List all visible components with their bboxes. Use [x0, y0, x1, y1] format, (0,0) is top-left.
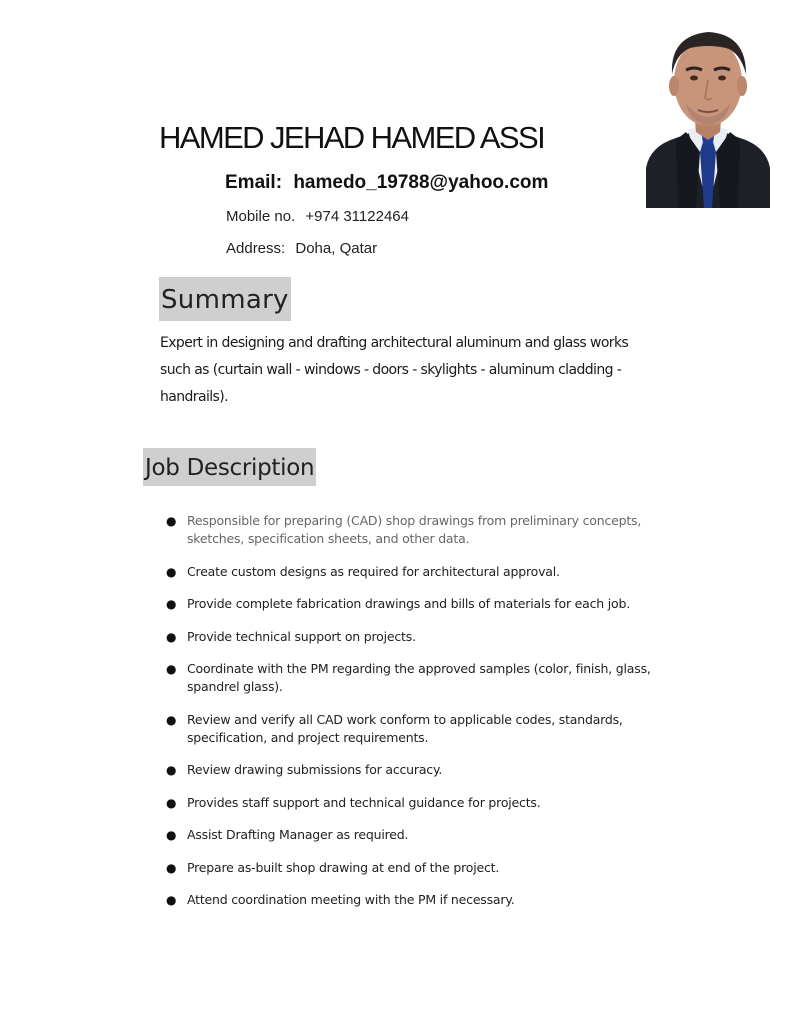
bullet-icon: ●	[166, 629, 177, 644]
bullet-icon: ●	[166, 564, 177, 579]
email-line	[225, 172, 548, 194]
list-item	[160, 711, 680, 747]
list-item	[160, 595, 680, 613]
mobile-label: Mobile no.	[226, 208, 296, 225]
address-value: Doha, Qatar	[295, 240, 378, 257]
list-item	[160, 891, 680, 909]
mobile-line	[226, 208, 409, 225]
list-item-text: Provides staff support and technical guidance for projects.	[187, 794, 541, 810]
list-item	[160, 859, 680, 877]
job-duties-list	[160, 512, 680, 924]
bullet-icon: ●	[166, 597, 177, 611]
list-item	[160, 563, 680, 581]
email-value[interactable]: hamedo_19788@yahoo.com	[293, 172, 549, 193]
list-item	[160, 628, 680, 646]
list-item-text: Create custom designs as required for architectural approval.	[187, 563, 560, 579]
list-item	[160, 826, 680, 844]
bullet-icon: ●	[166, 763, 177, 777]
email-label: Email:	[225, 172, 283, 193]
list-item	[160, 794, 680, 812]
list-item-text: Assist Drafting Manager as required.	[187, 827, 409, 842]
list-item-text: Provide complete fabrication drawings and bills of materials for each job.	[187, 596, 631, 611]
list-item-text: Prepare as-built shop drawing at end of the project.	[187, 859, 500, 875]
list-item-text: Responsible for preparing (CAD) shop drawings from preliminary concepts, sketches, specification sheets, and other data.	[187, 513, 642, 546]
list-item-text: Attend coordination meeting with the PM if necessary.	[187, 892, 515, 907]
bullet-icon: ●	[166, 893, 177, 907]
address-label: Address:	[226, 240, 286, 257]
list-item-text: Provide technical support on projects.	[187, 628, 416, 644]
summary-heading: Summary	[159, 277, 291, 321]
portrait-icon	[646, 18, 770, 208]
bullet-icon: ●	[166, 662, 177, 676]
list-item	[160, 660, 680, 696]
summary-text: Expert in designing and drafting architectural aluminum and glass works such as (curtain wall - windows - doors - skylights - aluminum cladding - handrails).	[160, 335, 629, 405]
bullet-icon: ●	[166, 514, 177, 528]
candidate-name: HAMED JEHAD HAMED ASSI	[159, 120, 545, 155]
address-line	[226, 240, 377, 257]
job-description-heading: Job Description	[143, 448, 316, 486]
list-item	[160, 512, 680, 548]
bullet-icon: ●	[166, 828, 177, 842]
bullet-icon: ●	[166, 712, 177, 727]
bullet-icon: ●	[166, 795, 177, 810]
portrait-photo	[646, 18, 770, 208]
mobile-value: +974 31122464	[305, 208, 409, 225]
bullet-icon: ●	[166, 860, 177, 875]
list-item	[160, 761, 680, 779]
list-item-text: Review drawing submissions for accuracy.	[187, 762, 443, 777]
list-item-text: Review and verify all CAD work conform to applicable codes, standards, specification, and project requirements.	[187, 711, 623, 745]
list-item-text: Coordinate with the PM regarding the approved samples (color, finish, glass, spandrel glass).	[187, 661, 651, 694]
